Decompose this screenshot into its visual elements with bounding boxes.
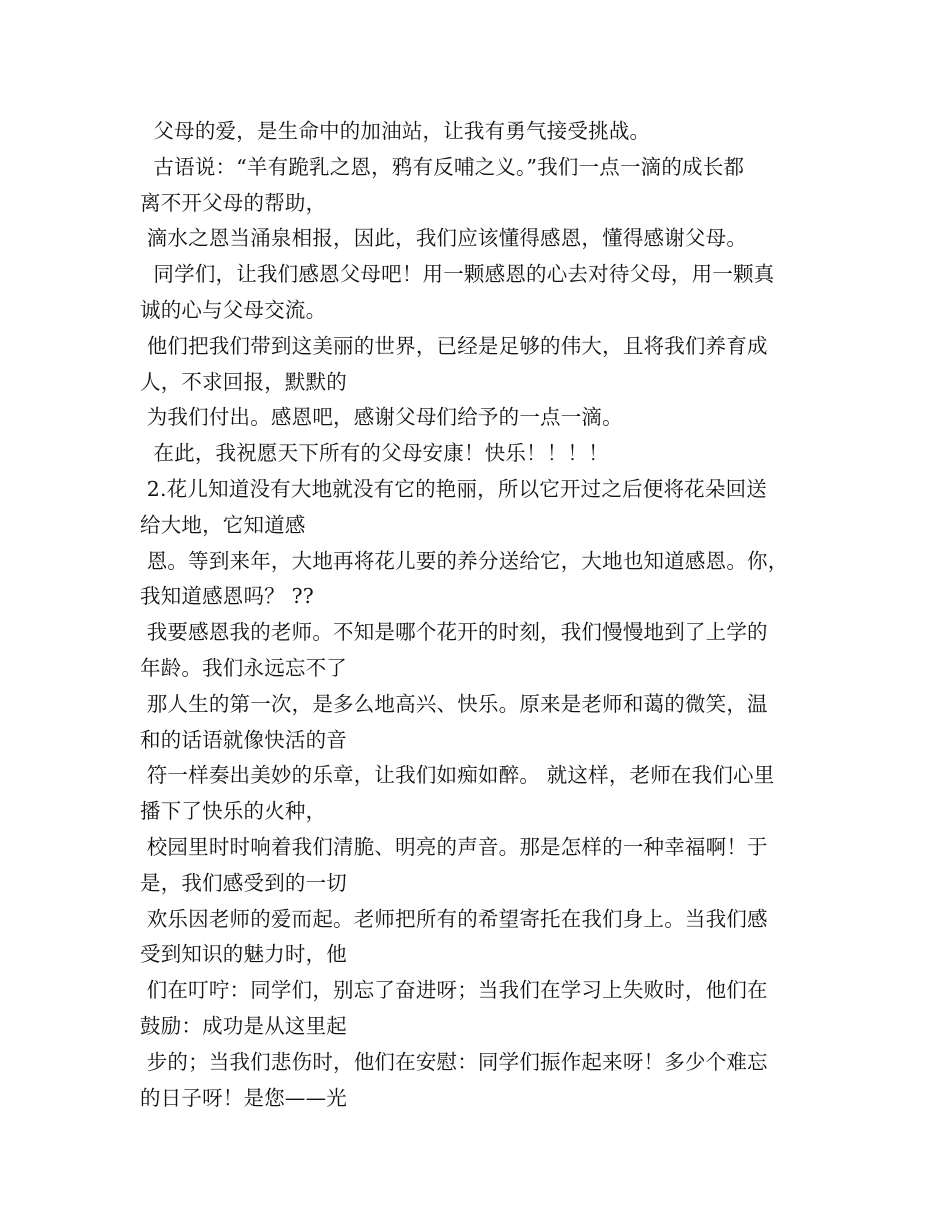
text-line: 滴水之恩当涌泉相报，因此，我们应该懂得感恩，懂得感谢父母。 (140, 226, 748, 251)
text-line: 给大地，它知道感 (140, 512, 306, 537)
text-line: 鼓励：成功是从这里起 (140, 1013, 347, 1038)
text-line: 和的话语就像快活的音 (140, 727, 347, 752)
text-line: 离不开父母的帮助， (140, 190, 327, 215)
text-line: 受到知识的魅力时，他 (140, 942, 347, 967)
text-line: 欢乐因老师的爱而起。老师把所有的希望寄托在我们身上。当我们感 (140, 906, 768, 931)
text-line: 为我们付出。感恩吧，感谢父母们给予的一点一滴。 (140, 405, 623, 430)
text-line: 我知道感恩吗？ ?? (140, 584, 314, 609)
text-line: 2.花儿知道没有大地就没有它的艳丽，所以它开过之后便将花朵回送 (140, 476, 767, 501)
text-line: 父母的爱，是生命中的加油站，让我有勇气接受挑战。 (140, 119, 651, 143)
document-body-text (140, 114, 840, 1116)
text-line: 符一样奏出美妙的乐章，让我们如痴如醉。 就这样，老师在我们心里 (140, 763, 775, 788)
text-line: 年龄。我们永远忘不了 (140, 655, 347, 680)
text-line: 在此，我祝愿天下所有的父母安康！快乐！！！！ (140, 441, 609, 466)
text-line: 诚的心与父母交流。 (140, 297, 327, 322)
text-line: 古语说：“羊有跪乳之恩，鸦有反哺之义。”我们一点一滴的成长都 (140, 154, 745, 179)
text-line: 们在叮咛：同学们，别忘了奋进呀；当我们在学习上失败时，他们在 (140, 978, 768, 1003)
text-line: 校园里时时响着我们清脆、明亮的声音。那是怎样的一种幸福啊！于 (140, 834, 768, 859)
text-line: 人，不求回报，默默的 (140, 369, 347, 394)
text-line: 那人生的第一次，是多么地高兴、快乐。原来是老师和蔼的微笑，温 (140, 691, 768, 716)
text-line: 是，我们感受到的一切 (140, 870, 347, 895)
text-line: 步的；当我们悲伤时，他们在安慰：同学们振作起来呀！多少个难忘 (140, 1049, 768, 1074)
text-line: 的日子呀！是您——光 (140, 1085, 347, 1110)
text-line: 他们把我们带到这美丽的世界，已经是足够的伟大，且将我们养育成 (140, 333, 768, 358)
text-line: 恩。等到来年，大地再将花儿要的养分送给它，大地也知道感恩。你， (140, 548, 789, 573)
text-line: 我要感恩我的老师。不知是哪个花开的时刻，我们慢慢地到了上学的 (140, 620, 768, 645)
text-line: 同学们，让我们感恩父母吧！用一颗感恩的心去对待父母，用一颗真 (140, 262, 775, 287)
text-line: 播下了快乐的火种， (140, 799, 327, 824)
